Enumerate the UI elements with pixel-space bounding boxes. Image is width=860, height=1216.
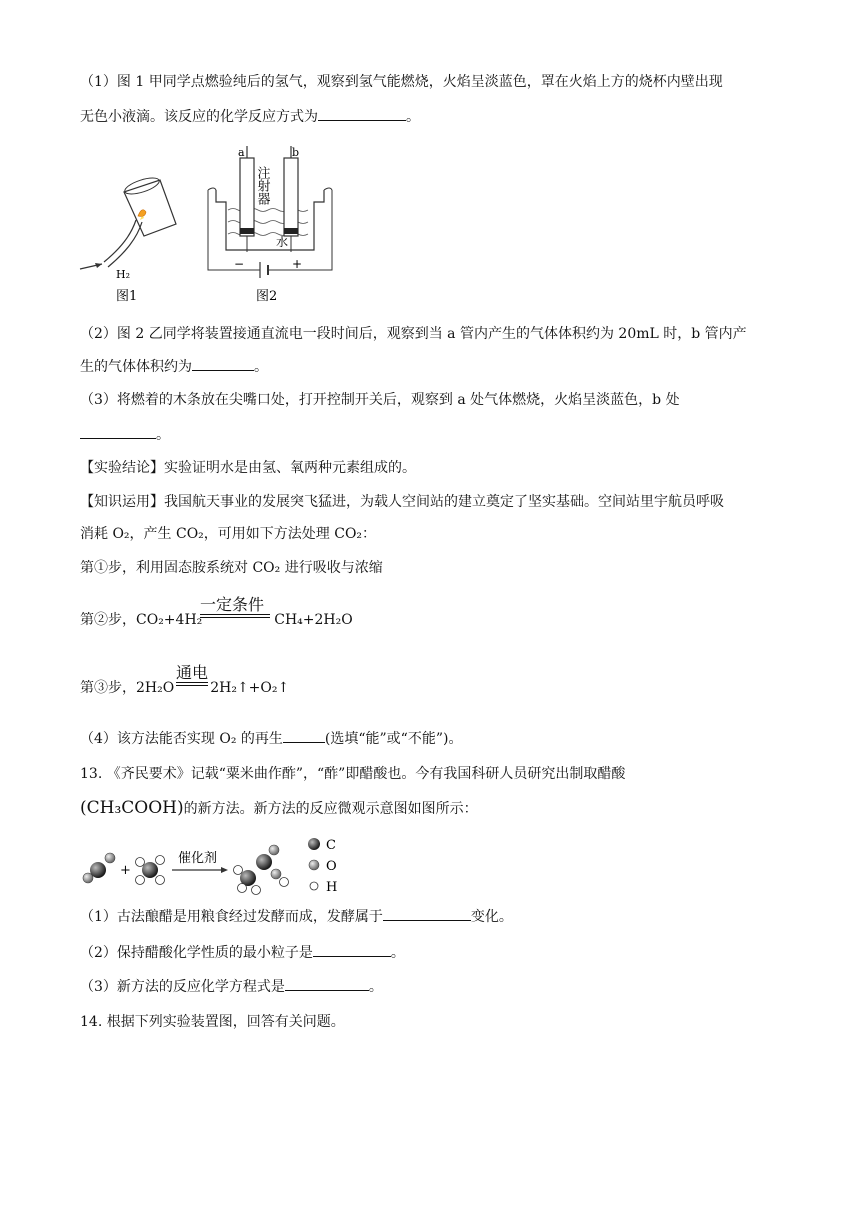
- step-2-condition: 一定条件: [200, 595, 265, 614]
- q12-p4: [80, 728, 462, 749]
- step-3-products: 2H₂↑+O₂↑: [210, 680, 290, 696]
- q13-p2-tail: 。: [390, 945, 405, 961]
- h2-label: H₂: [116, 268, 131, 281]
- q12-p3-line2: [80, 424, 170, 445]
- figure-2-apparatus: [208, 146, 332, 278]
- legend-c-label: C: [326, 838, 336, 853]
- q13-line1: 13. 《齐民要术》记载“粟米曲作酢”，“酢”即醋酸也。今有我国科研人员研究出制取醋酸: [80, 766, 626, 782]
- q13-line2-tail: 的新方法。新方法的反应微观示意图如图所示：: [183, 801, 478, 817]
- q14-heading: 14. 根据下列实验装置图，回答有关问题。: [80, 1014, 345, 1030]
- reaction-micro-diagram: [78, 834, 358, 898]
- answer-blank-5[interactable]: [383, 906, 471, 921]
- q12-p3-line1: （3）将燃着的木条放在尖嘴口处，打开控制开关后，观察到 a 处气体燃烧，火焰呈淡蓝色，b 处: [80, 392, 680, 408]
- fig2-caption: 图2: [256, 289, 278, 304]
- answer-blank-1[interactable]: [318, 106, 406, 121]
- q13-p3-tail: 。: [368, 979, 383, 995]
- q12-p4-text: （4）该方法能否实现 O₂ 的再生: [80, 731, 283, 747]
- experiment-conclusion: 【实验结论】实验证明水是由氢、氧两种元素组成的。: [80, 460, 416, 476]
- q12-p1-end: 。: [406, 109, 420, 125]
- legend-h-atom: [310, 882, 318, 890]
- q12-p2-line1: （2）图 2 乙同学将装置接通直流电一段时间后，观察到当 a 管内产生的气体体积约为 20mL 时，b 管内产: [80, 326, 747, 342]
- plus-sign: +: [292, 257, 303, 271]
- q12-p2-end: 。: [254, 359, 268, 375]
- step-2-products: CH₄+2H₂O: [274, 612, 353, 628]
- legend-h-label: H: [326, 880, 338, 895]
- q13-p1-tail: 变化。: [470, 909, 513, 925]
- legend-o-label: O: [326, 859, 337, 874]
- answer-blank-3[interactable]: [80, 424, 156, 439]
- answer-blank-2[interactable]: [192, 356, 254, 371]
- q13-p1-text: （1）古法酿醋是用粮食经过发酵而成，发酵属于: [80, 909, 383, 925]
- step-2-equals-sign: [200, 614, 270, 618]
- figure-1-beaker: [80, 175, 176, 269]
- step-3-prefix: 第③步，2H₂O: [80, 680, 175, 696]
- knowledge-line2: 消耗 O₂，产生 CO₂，可用如下方法处理 CO₂：: [80, 526, 377, 542]
- q12-p2-line2: [80, 356, 268, 377]
- answer-blank-6[interactable]: [313, 942, 391, 957]
- q12-p1-text: 无色小液滴。该反应的化学反应方式为: [80, 109, 318, 125]
- catalyst-label: 催化剂: [178, 851, 218, 866]
- acetic-acid-formula: (CH₃COOH): [80, 798, 184, 818]
- step-3-equals-sign: [176, 682, 208, 686]
- step-1: 第①步，利用固态胺系统对 CO₂ 进行吸收与浓缩: [80, 560, 383, 576]
- label-a: a: [238, 146, 245, 159]
- label-b: b: [292, 146, 300, 159]
- knowledge-line1: 【知识运用】我国航天事业的发展突飞猛进，为载人空间站的建立奠定了坚实基础。空间站里宇航员呼吸: [80, 494, 724, 510]
- water-label: 水: [276, 235, 289, 249]
- q12-p4-tail: (选填“能”或“不能”)。: [324, 731, 463, 747]
- answer-blank-4[interactable]: [283, 728, 325, 743]
- electrolysis-figures: [76, 140, 366, 312]
- q12-p1-line2: [80, 106, 420, 127]
- fig1-caption: 图1: [116, 289, 138, 304]
- q13-p3: [80, 976, 383, 997]
- syringe-label: 注射器: [254, 166, 270, 205]
- step-3-condition: 通电: [176, 663, 209, 682]
- step-2-prefix: 第②步，CO₂+4H₂: [80, 612, 203, 628]
- minus-sign: −: [234, 257, 245, 271]
- legend-o-atom: [309, 860, 319, 870]
- q13-p2: [80, 942, 405, 963]
- q13-p3-text: （3）新方法的反应化学方程式是: [80, 979, 285, 995]
- reaction-plus: +: [120, 863, 131, 878]
- q13-line2: [80, 798, 478, 819]
- q12-p3-end: 。: [156, 427, 170, 443]
- q12-p2-text: 生的气体体积约为: [80, 359, 192, 375]
- legend-c-atom: [308, 838, 320, 850]
- answer-blank-7[interactable]: [285, 976, 369, 991]
- q13-p2-text: （2）保持醋酸化学性质的最小粒子是: [80, 945, 313, 961]
- q12-p1-line1: （1）图 1 甲同学点燃验纯后的氢气，观察到氢气能燃烧，火焰呈淡蓝色，罩在火焰上方的烧杯内壁出现: [80, 74, 723, 90]
- q13-p1: [80, 906, 513, 927]
